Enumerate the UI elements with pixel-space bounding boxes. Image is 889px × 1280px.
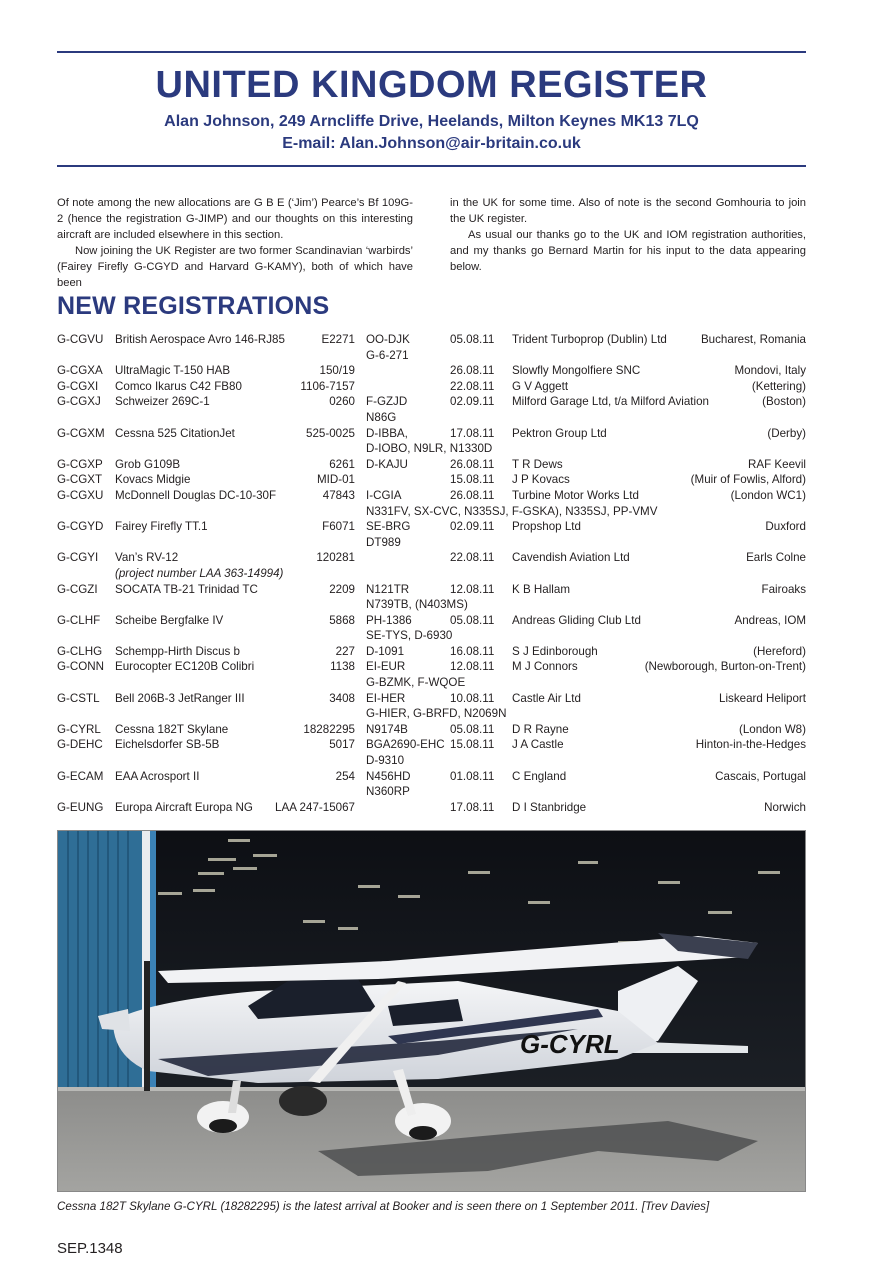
location-cell: Fairoaks: [761, 582, 806, 596]
previous-identity-cell: PH-1386: [366, 613, 412, 627]
table-row: [57, 520, 806, 551]
previous-identity-cell: N456HD: [366, 769, 411, 783]
table-row: [57, 801, 806, 817]
table-row: [57, 645, 806, 661]
previous-identities-continued: N86G: [366, 410, 397, 424]
constructor-number-cell: 18282295: [303, 722, 355, 736]
registration-cell: G-ECAM: [57, 769, 104, 783]
registration-date-cell: 10.08.11: [450, 691, 495, 705]
registration-cell: G-CONN: [57, 660, 105, 674]
author-contact: Alan Johnson, 249 Arncliffe Drive, Heelands, Milton Keynes MK13 7LQ: [164, 113, 699, 130]
header-bottom-rule: [57, 165, 806, 167]
intro-text: [57, 195, 806, 291]
registrations-table: [57, 333, 806, 816]
table-row-main: [57, 723, 806, 739]
header-top-rule: [57, 51, 806, 53]
intro-paragraph: Now joining the UK Register are two former Scandinavian ‘warbirds’ (Fairey Firefly G-CGYD and Harvard G-KAMY), both of which have been: [57, 245, 413, 289]
registration-date-cell: 05.08.11: [450, 722, 495, 736]
table-row-main: [57, 364, 806, 380]
previous-identities-continued: G-BZMK, F-WQOE: [366, 676, 466, 690]
previous-identity-cell: EI-EUR: [366, 660, 406, 674]
location-cell: (London WC1): [730, 488, 806, 502]
location-cell: RAF Keevil: [748, 457, 806, 471]
owner-cell: D I Stanbridge: [512, 800, 587, 814]
registration-cell: G-CGXI: [57, 379, 99, 393]
page-number: SEP.1348: [57, 1240, 123, 1257]
location-cell: (Derby): [767, 426, 806, 440]
table-row: [57, 333, 806, 364]
location-cell: (Kettering): [751, 379, 806, 393]
table-row-main: [57, 801, 806, 817]
table-row: [57, 583, 806, 614]
table-row-main: [57, 380, 806, 396]
registration-date-cell: 22.08.11: [450, 551, 495, 565]
previous-identity-cell: OO-DJK: [366, 333, 410, 346]
location-cell: (Boston): [762, 395, 806, 409]
previous-identities-continued: DT989: [366, 535, 401, 549]
table-row-main: [57, 395, 806, 411]
previous-identity-cell: BGA2690-EHC: [366, 738, 445, 752]
registration-cell: G-CGXU: [57, 488, 104, 502]
registration-cell: G-CSTL: [57, 691, 100, 705]
registration-date-cell: 17.08.11: [450, 800, 495, 814]
table-row-main: [57, 770, 806, 786]
previous-identities-continued: N360RP: [366, 785, 410, 799]
registration-cell: G-CGXT: [57, 473, 103, 487]
constructor-number-cell: 227: [335, 644, 355, 658]
constructor-number-cell: 150/19: [319, 364, 355, 378]
aircraft-photo: [57, 830, 806, 1192]
location-cell: (Muir of Fowlis, Alford): [690, 473, 806, 487]
registration-date-cell: 05.08.11: [450, 613, 495, 627]
table-row-main: [57, 458, 806, 474]
constructor-number-cell: E2271: [321, 333, 355, 346]
registration-cell: G-CGXJ: [57, 395, 101, 409]
registration-date-cell: 02.09.11: [450, 395, 495, 409]
table-row: [57, 427, 806, 458]
location-cell: Liskeard Heliport: [719, 691, 806, 705]
registration-date-cell: 17.08.11: [450, 426, 495, 440]
registration-cell: G-CYRL: [57, 722, 101, 736]
registration-cell: G-CGVU: [57, 333, 104, 346]
registration-cell: G-CGYI: [57, 551, 99, 565]
aircraft-type-cell: SOCATA TB-21 Trinidad TC: [115, 582, 258, 596]
table-row: [57, 551, 806, 582]
registration-date-cell: 15.08.11: [450, 473, 495, 487]
location-cell: (London W8): [738, 722, 806, 736]
constructor-number-cell: 6261: [329, 457, 355, 471]
location-cell: Mondovi, Italy: [734, 364, 806, 378]
registration-date-cell: 05.08.11: [450, 333, 495, 346]
previous-identity-cell: N9174B: [366, 722, 408, 736]
aircraft-type-cell: Bell 206B-3 JetRanger III: [115, 691, 245, 705]
previous-identity-cell: N121TR: [366, 582, 410, 596]
table-row-main: [57, 738, 806, 754]
table-row-main: [57, 660, 806, 676]
aircraft-type-cell: Cessna 182T Skylane: [115, 722, 229, 736]
previous-identity-cell: D-IBBA,: [366, 426, 408, 440]
constructor-number-cell: 1106-7157: [300, 379, 355, 393]
aircraft-type-cell: Grob G109B: [115, 457, 181, 471]
location-cell: (Newborough, Burton-on-Trent): [644, 660, 806, 674]
table-row-main: [57, 520, 806, 536]
previous-identity-cell: I-CGIA: [366, 488, 402, 502]
page-title: UNITED KINGDOM REGISTER: [155, 64, 708, 106]
constructor-number-cell: 5017: [329, 738, 355, 752]
cessna-photo-illustration: [58, 831, 806, 1192]
table-row-main: [57, 645, 806, 661]
constructor-number-cell: MID-01: [316, 473, 355, 487]
previous-identity-cell: SE-BRG: [366, 520, 411, 534]
photo-caption: Cessna 182T Skylane G-CYRL (18282295) is the latest arrival at Booker and is seen there on 1 September 2011. [Trev Davies]: [57, 1200, 710, 1213]
location-cell: Cascais, Portugal: [715, 769, 806, 783]
location-cell: Norwich: [764, 800, 806, 814]
constructor-number-cell: 254: [335, 769, 355, 783]
previous-identities-continued: N331FV, SX-CVC, N335SJ, F-GSKA), N335SJ, PP-VMV: [366, 504, 658, 518]
owner-cell: S J Edinborough: [512, 644, 598, 658]
table-row: [57, 614, 806, 645]
location-cell: Earls Colne: [746, 551, 806, 565]
table-row: [57, 395, 806, 426]
table-row: [57, 458, 806, 474]
constructor-number-cell: 1138: [330, 660, 355, 674]
aircraft-type-cell: Van’s RV-12: [115, 551, 179, 565]
registration-date-cell: 01.08.11: [450, 769, 495, 783]
registration-cell: G-CGXM: [57, 426, 105, 440]
owner-cell: J A Castle: [512, 738, 564, 752]
registration-date-cell: 26.08.11: [450, 364, 495, 378]
constructor-number-cell: 525-0025: [306, 426, 355, 440]
intro-column-left: [57, 195, 413, 291]
aircraft-type-cell: Cessna 525 CitationJet: [115, 426, 235, 440]
aircraft-type-cell: UltraMagic T-150 HAB: [115, 364, 231, 378]
registration-cell: G-CGXP: [57, 457, 103, 471]
section-title: NEW REGISTRATIONS: [57, 292, 330, 320]
owner-cell: D R Rayne: [512, 722, 569, 736]
owner-cell: M J Connors: [512, 660, 578, 674]
aircraft-type-cell: Schempp-Hirth Discus b: [115, 644, 240, 658]
table-row: [57, 473, 806, 489]
table-row-main: [57, 473, 806, 489]
aircraft-type-cell: Comco Ikarus C42 FB80: [115, 379, 242, 393]
aircraft-type-cell: Fairey Firefly TT.1: [115, 520, 208, 534]
constructor-number-cell: 3408: [329, 691, 355, 705]
previous-identities-continued: D-9310: [366, 754, 405, 768]
table-row-main: [57, 692, 806, 708]
location-cell: Duxford: [765, 520, 806, 534]
previous-identities-continued: N739TB, (N403MS): [366, 598, 468, 612]
intro-column-right: [450, 195, 806, 291]
previous-identities-continued: SE-TYS, D-6930: [366, 629, 453, 643]
table-row-main: [57, 583, 806, 599]
owner-cell: J P Kovacs: [512, 473, 570, 487]
table-row: [57, 489, 806, 520]
constructor-number-cell: 2209: [329, 582, 355, 596]
registration-date-cell: 12.08.11: [450, 582, 495, 596]
registration-date-cell: 16.08.11: [450, 644, 495, 658]
constructor-number-cell: 47843: [322, 488, 355, 502]
owner-cell: Milford Garage Ltd, t/a Milford Aviation: [512, 395, 709, 409]
type-note-cell: (project number LAA 363-14994): [115, 566, 284, 580]
registration-cell: G-CLHG: [57, 644, 103, 658]
constructor-number-cell: 5868: [329, 613, 355, 627]
registration-cell: G-CGXA: [57, 364, 103, 378]
owner-cell: Propshop Ltd: [512, 520, 581, 534]
intro-paragraph: As usual our thanks go to the UK and IOM registration authorities, and my thanks go Bernard Martin for his input to the data appearing below.: [450, 229, 806, 273]
author-email: E-mail: Alan.Johnson@air-britain.co.uk: [282, 135, 581, 152]
table-row: [57, 380, 806, 396]
registration-cell: G-CGYD: [57, 520, 104, 534]
owner-cell: Cavendish Aviation Ltd: [512, 551, 630, 565]
registration-date-cell: 26.08.11: [450, 457, 495, 471]
location-cell: Hinton-in-the-Hedges: [695, 738, 806, 752]
owner-cell: G V Aggett: [512, 379, 569, 393]
tail-registration: G-CYRL: [520, 1029, 620, 1059]
table-row: [57, 723, 806, 739]
table-row-main: [57, 551, 806, 567]
aircraft-type-cell: McDonnell Douglas DC-10-30F: [115, 488, 277, 502]
owner-cell: C England: [512, 769, 567, 783]
registration-cell: G-EUNG: [57, 800, 104, 814]
constructor-number-cell: LAA 247-15067: [275, 800, 355, 814]
table-row-main: [57, 333, 806, 349]
previous-identity-cell: F-GZJD: [366, 395, 408, 409]
table-row-main: [57, 489, 806, 505]
aircraft-type-cell: Europa Aircraft Europa NG: [115, 800, 253, 814]
previous-identities-continued: G-6-271: [366, 348, 409, 362]
location-cell: Andreas, IOM: [734, 613, 806, 627]
table-row-main: [57, 614, 806, 630]
table-row: [57, 364, 806, 380]
table-row: [57, 770, 806, 801]
registration-date-cell: 26.08.11: [450, 488, 495, 502]
intro-paragraph: Of note among the new allocations are G B E (‘Jim’) Pearce’s Bf 109G-2 (hence the registration G-JIMP) and our thoughts on this interesting aircraft are included elsewhere in this section.: [57, 197, 413, 241]
aircraft-type-cell: Eurocopter EC120B Colibri: [115, 660, 255, 674]
intro-paragraph: in the UK for some time. Also of note is the second Gomhouria to join the UK register.: [450, 197, 806, 225]
aircraft-type-cell: Scheibe Bergfalke IV: [115, 613, 224, 627]
previous-identities-continued: G-HIER, G-BRFD, N2069N: [366, 707, 507, 721]
aircraft-type-cell: EAA Acrosport II: [115, 769, 200, 783]
table-row: [57, 660, 806, 691]
constructor-number-cell: 120281: [316, 551, 355, 565]
previous-identity-cell: D-1091: [366, 644, 405, 658]
registration-date-cell: 15.08.11: [450, 738, 495, 752]
owner-cell: Trident Turboprop (Dublin) Ltd: [512, 333, 667, 346]
table-row: [57, 692, 806, 723]
registration-date-cell: 22.08.11: [450, 379, 495, 393]
registration-date-cell: 02.09.11: [450, 520, 495, 534]
aircraft-type-cell: Kovacs Midgie: [115, 473, 191, 487]
location-cell: Bucharest, Romania: [700, 333, 806, 346]
location-cell: (Hereford): [753, 644, 806, 658]
table-row-main: [57, 427, 806, 443]
registration-cell: G-CLHF: [57, 613, 101, 627]
registration-date-cell: 12.08.11: [450, 660, 495, 674]
previous-identity-cell: EI-HER: [366, 691, 406, 705]
owner-cell: Pektron Group Ltd: [512, 426, 607, 440]
owner-cell: K B Hallam: [512, 582, 570, 596]
registration-cell: G-DEHC: [57, 738, 103, 752]
aircraft-type-cell: Eichelsdorfer SB-5B: [115, 738, 220, 752]
constructor-number-cell: F6071: [322, 520, 355, 534]
owner-cell: T R Dews: [512, 457, 563, 471]
owner-cell: Castle Air Ltd: [512, 691, 581, 705]
constructor-number-cell: 0260: [329, 395, 355, 409]
owner-cell: Turbine Motor Works Ltd: [512, 488, 639, 502]
aircraft-type-cell: Schweizer 269C-1: [115, 395, 210, 409]
aircraft-type-cell: British Aerospace Avro 146-RJ85: [115, 333, 285, 346]
registration-cell: G-CGZI: [57, 582, 98, 596]
previous-identities-continued: D-IOBO, N9LR, N1330D: [366, 442, 493, 456]
owner-cell: Slowfly Mongolfiere SNC: [512, 364, 641, 378]
previous-identity-cell: D-KAJU: [366, 457, 408, 471]
table-row: [57, 738, 806, 769]
owner-cell: Andreas Gliding Club Ltd: [512, 613, 641, 627]
